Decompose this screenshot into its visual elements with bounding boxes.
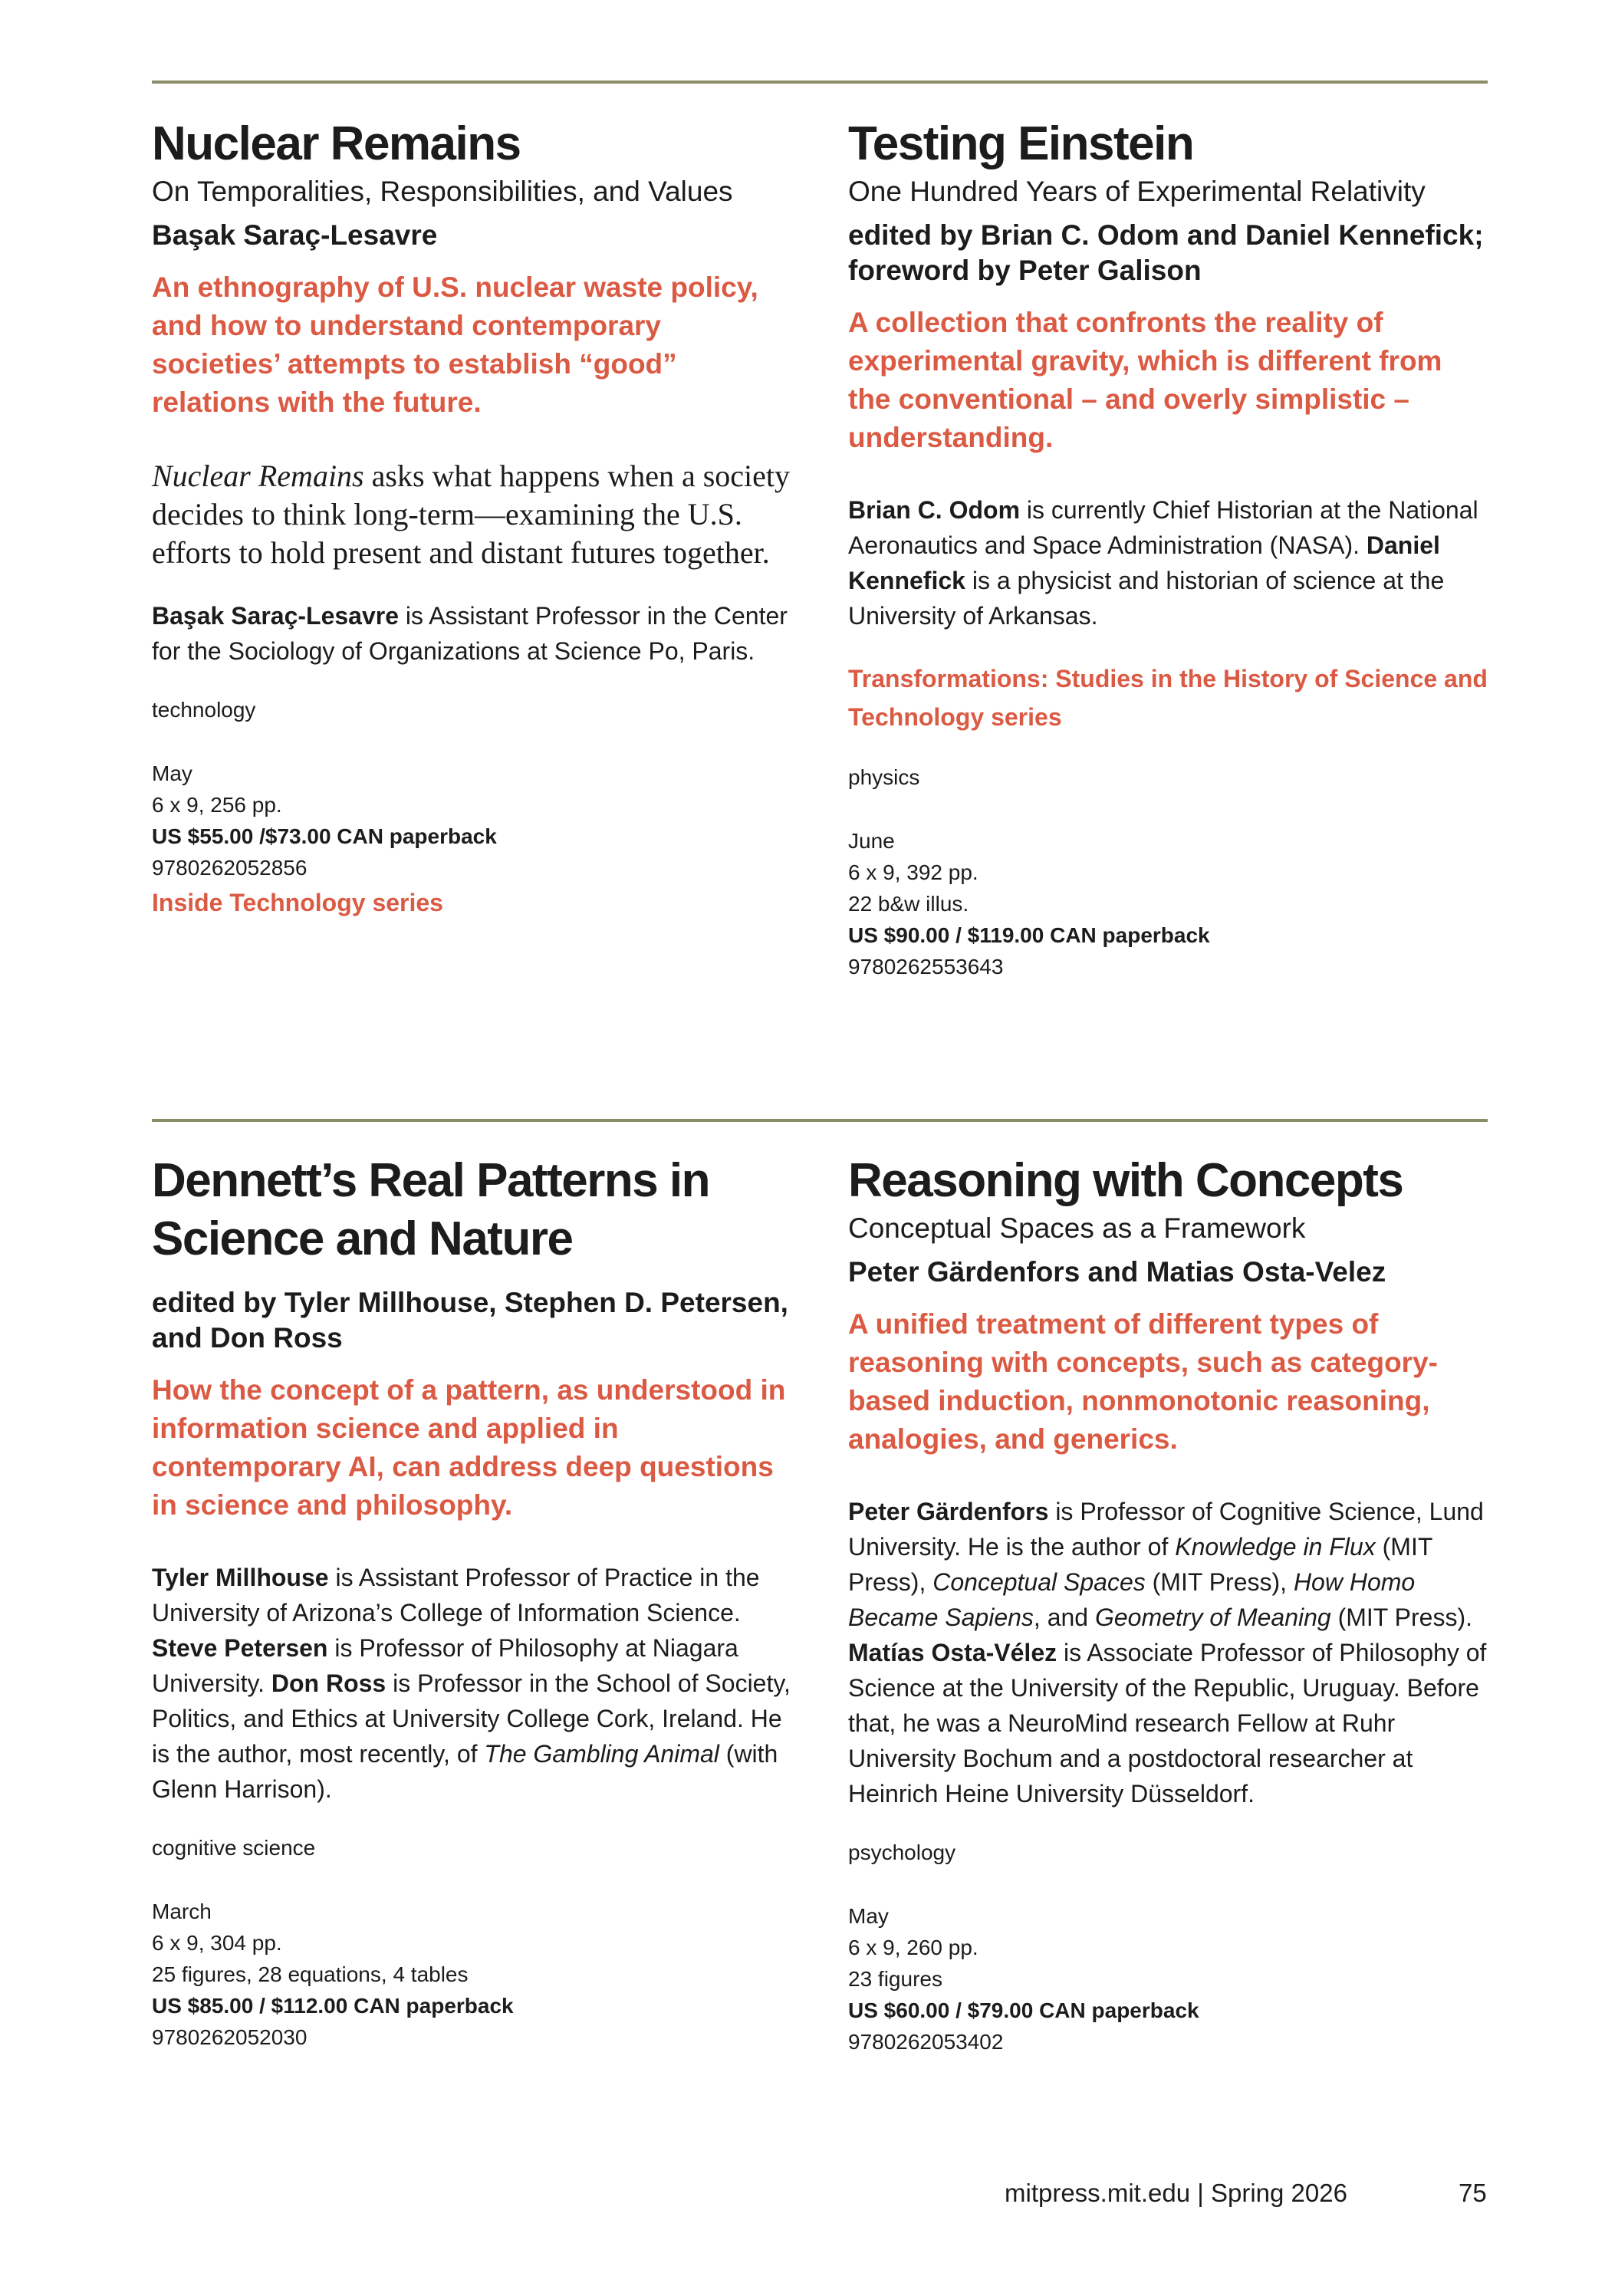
book-entry-dennetts-real-patterns — [152, 1152, 796, 2053]
bio-person-name: Tyler Millhouse — [152, 1564, 329, 1591]
section-divider-top — [152, 81, 1488, 84]
book-subtitle: One Hundred Years of Experimental Relativity — [848, 176, 1426, 207]
book-series: Inside Technology series — [152, 889, 443, 916]
bio-book-title: The Gambling Animal — [484, 1740, 719, 1768]
book-specs: 6 x 9, 304 pp. — [152, 1931, 282, 1955]
book-blurb: A unified treatment of different types of reasoning with concepts, such as category-based induction, nonmonotonic reasoning, analogies, and generics. — [848, 1308, 1438, 1455]
subject-category: cognitive science — [152, 1836, 316, 1860]
bio-text: is Associate Professor of Philosophy of Science at the University of the Republic, Uruguay. Before that, he was a NeuroMind research Fellow at Ruhr University Bochum and a postdoctoral researcher at Heinrich Heine University Düsseldorf. — [848, 1639, 1487, 1808]
publication-month: June — [848, 829, 895, 853]
book-price: US $85.00 / $112.00 CAN paperback — [152, 1994, 514, 2018]
book-illustrations: 22 b&w illus. — [848, 892, 969, 916]
author-bio — [848, 1494, 1492, 1811]
publication-details — [152, 1896, 796, 2053]
book-entry-testing-einstein — [848, 115, 1492, 982]
publication-details — [848, 1900, 1492, 2058]
book-title: Nuclear Remains — [152, 117, 521, 170]
publication-month: May — [152, 761, 192, 785]
book-isbn: 9780262052856 — [152, 856, 308, 880]
author-bio — [152, 1560, 796, 1807]
book-price: US $60.00 / $79.00 CAN paperback — [848, 1998, 1199, 2022]
bio-text: is a physicist and historian of science at the University of Arkansas. — [848, 567, 1445, 630]
book-specs: 6 x 9, 260 pp. — [848, 1936, 978, 1959]
book-title: Dennett’s Real Patterns in Science and Nature — [152, 1154, 710, 1265]
book-subtitle: Conceptual Spaces as a Framework — [848, 1212, 1306, 1244]
book-entry-reasoning-with-concepts — [848, 1152, 1492, 2058]
book-author: edited by Tyler Millhouse, Stephen D. Petersen, and Don Ross — [152, 1287, 788, 1354]
bio-book-title: How Homo Became Sapiens — [848, 1568, 1416, 1631]
bio-book-title: Conceptual Spaces — [932, 1568, 1146, 1596]
bio-person-name: Başak Saraç-Lesavre — [152, 602, 400, 630]
publication-details — [152, 758, 796, 883]
bio-person-name: Brian C. Odom — [848, 496, 1021, 524]
bio-person-name: Daniel Kennefick — [848, 531, 1440, 594]
book-title: Testing Einstein — [848, 117, 1194, 170]
book-blurb: How the concept of a pattern, as understood in information science and applied in contemporary AI, can address deep questions in science and philosophy. — [152, 1374, 786, 1521]
book-author: Başak Saraç-Lesavre — [152, 219, 438, 251]
bio-text: is Professor of Cognitive Science, Lund University. He is the author of — [848, 1498, 1484, 1561]
bio-book-title: Knowledge in Flux — [1175, 1533, 1376, 1561]
subject-category: physics — [848, 765, 920, 789]
bio-text: is Professor in the School of Society, Politics, and Ethics at University College Cork, Ireland. He is the author, most recently, of — [152, 1669, 791, 1768]
book-author: Peter Gärdenfors and Matias Osta-Velez — [848, 1256, 1386, 1288]
book-author: edited by Brian C. Odom and Daniel Kennefick; foreword by Peter Galison — [848, 219, 1484, 286]
author-bio — [152, 598, 796, 669]
bio-text: is Professor of Philosophy at Niagara University. — [152, 1634, 738, 1697]
bio-text: is currently Chief Historian at the National Aeronautics and Space Administration (NASA). — [848, 496, 1478, 559]
publication-month: May — [848, 1904, 889, 1928]
bio-text: (with Glenn Harrison). — [152, 1740, 778, 1803]
subject-category: technology — [152, 698, 256, 722]
bio-text: , and — [1033, 1604, 1095, 1631]
publication-details — [848, 825, 1492, 982]
book-isbn: 9780262553643 — [848, 955, 1004, 979]
book-isbn: 9780262053402 — [848, 2030, 1004, 2054]
bio-person-name: Peter Gärdenfors — [848, 1498, 1049, 1525]
book-illustrations: 23 figures — [848, 1967, 942, 1991]
book-specs: 6 x 9, 392 pp. — [848, 860, 978, 884]
bio-book-title: Geometry of Meaning — [1094, 1604, 1331, 1631]
book-description-text: asks what happens when a society decides to think long-term—examining the U.S. efforts to hold present and distant futures together. — [152, 459, 791, 570]
bio-text: (MIT Press), — [1145, 1568, 1294, 1596]
bio-text: (MIT Press). — [1330, 1604, 1472, 1631]
bio-person-name: Matías Osta-Vélez — [848, 1639, 1057, 1666]
footer-website: mitpress.mit.edu | Spring 2026 — [1005, 2179, 1347, 2207]
bio-text: is Assistant Professor in the Center for the Sociology of Organizations at Science Po, Paris. — [152, 602, 788, 665]
book-entry-nuclear-remains — [152, 115, 796, 922]
bio-text: is Assistant Professor of Practice in the University of Arizona’s College of Information Science. — [152, 1564, 760, 1627]
bio-person-name: Steve Petersen — [152, 1634, 328, 1662]
book-blurb: A collection that confronts the reality of experimental gravity, which is different from the conventional – and overly simplistic – understanding. — [848, 307, 1442, 453]
bio-person-name: Don Ross — [271, 1669, 386, 1697]
book-title: Reasoning with Concepts — [848, 1154, 1403, 1207]
page-number: 75 — [1459, 2179, 1487, 2207]
section-divider-middle — [152, 1119, 1488, 1122]
subject-category: psychology — [848, 1840, 956, 1864]
book-price: US $90.00 / $119.00 CAN paperback — [848, 923, 1210, 947]
book-price: US $55.00 /$73.00 CAN paperback — [152, 824, 497, 848]
book-specs: 6 x 9, 256 pp. — [152, 793, 282, 817]
bio-text: (MIT Press), — [848, 1533, 1432, 1596]
book-description-title: Nuclear Remains — [152, 459, 364, 493]
book-series: Transformations: Studies in the History of Science and Technology series — [848, 665, 1488, 731]
book-subtitle: On Temporalities, Responsibilities, and Values — [152, 176, 733, 207]
book-illustrations: 25 figures, 28 equations, 4 tables — [152, 1962, 469, 1986]
book-isbn: 9780262052030 — [152, 2025, 308, 2049]
book-description — [152, 457, 796, 572]
publication-month: March — [152, 1900, 212, 1923]
book-blurb: An ethnography of U.S. nuclear waste policy, and how to understand contemporary societies’ attempts to establish “good” relations with the future. — [152, 271, 758, 418]
author-bio — [848, 492, 1492, 633]
